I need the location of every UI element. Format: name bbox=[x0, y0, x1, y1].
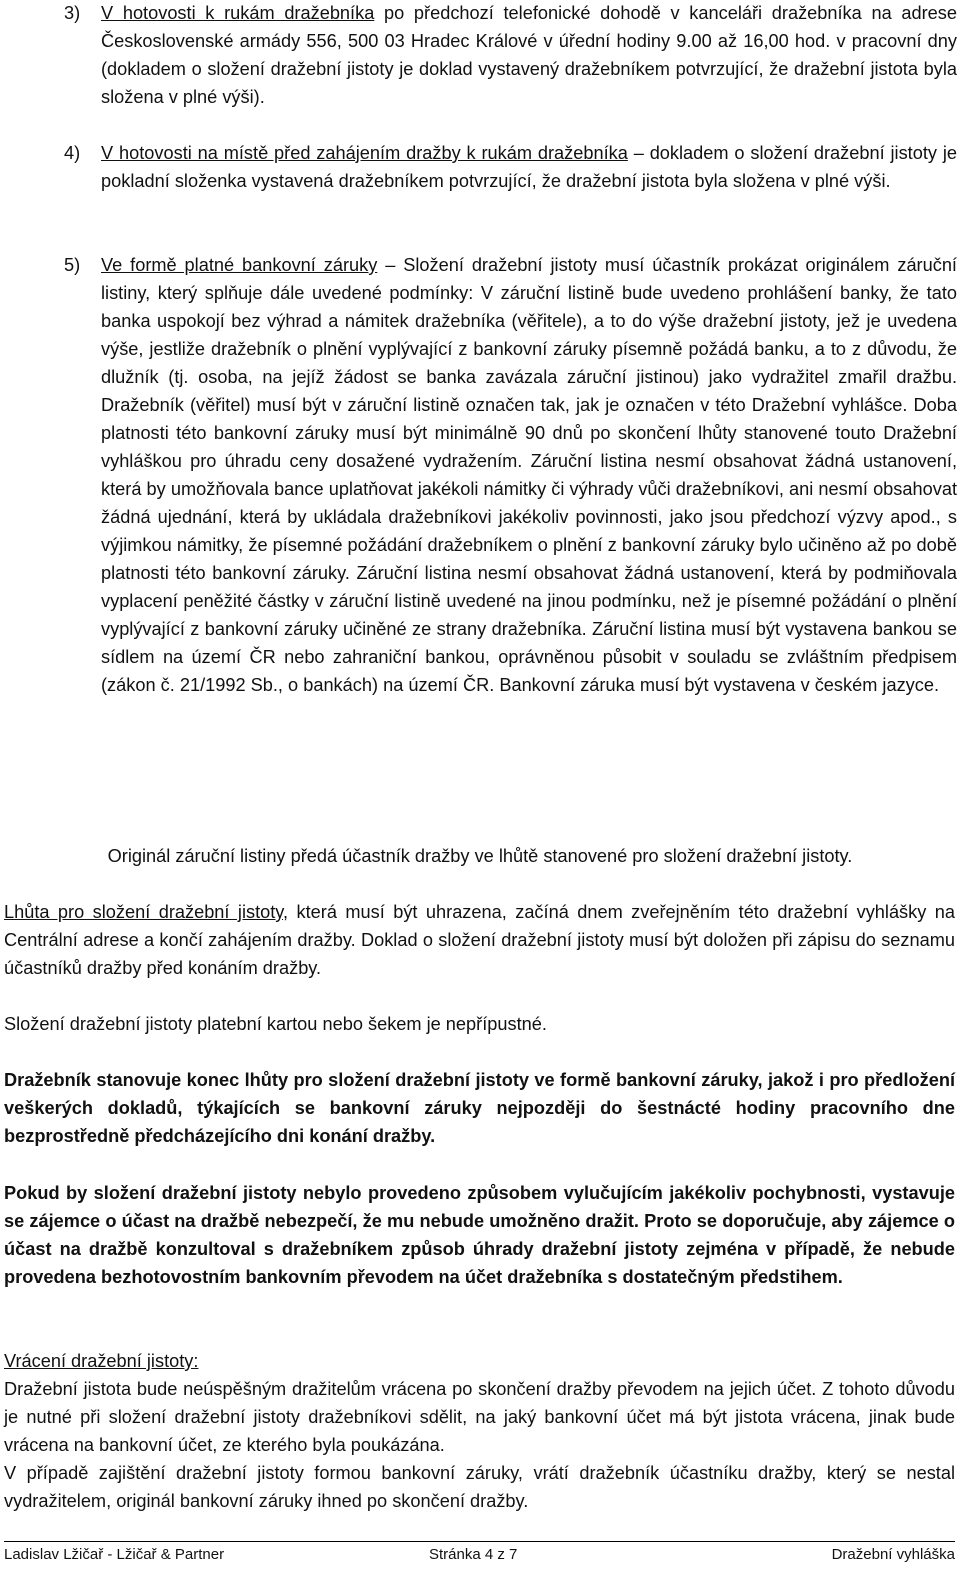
list-item bbox=[0, 139, 957, 195]
prohibited-paragraph: Složení dražební jistoty platební kartou nebo šekem je nepřípustné. bbox=[4, 1014, 547, 1034]
list-number: 5) bbox=[64, 255, 81, 275]
refund-section bbox=[4, 1347, 955, 1515]
refund-paragraph: V případě zajištění dražební jistoty formou bankovní záruky, vrátí dražebník účastníku dražby, který se nestal vydražitelem, originál bankovní záruky ihned po skončení dražby. bbox=[4, 1463, 955, 1511]
deadline-heading: Lhůta pro složení dražební jistoty bbox=[4, 902, 284, 922]
item-heading: V hotovosti na místě před zahájením dražby k rukám dražebníka bbox=[101, 143, 628, 163]
list-number: 4) bbox=[64, 143, 81, 163]
item-heading: V hotovosti k rukám dražebníka bbox=[101, 3, 375, 23]
footer-page-number: Stránka 4 z 7 bbox=[429, 1546, 518, 1563]
list-item-text bbox=[101, 0, 957, 111]
original-note: Originál záruční listiny předá účastník dražby ve lhůtě stanovené pro složení dražební jistoty. bbox=[107, 846, 853, 866]
list-item bbox=[0, 251, 957, 699]
bold-deadline-paragraph: Dražebník stanovuje konec lhůty pro složení dražební jistoty ve formě bankovní záruky, jakož i pro předložení veškerých dokladů, týkajících se bankovní záruky nejpozději do šestnácté hodiny pracovního dne bezprostředně předcházejícího dni konání dražby. bbox=[4, 1070, 955, 1146]
item-body: – dokladem o složení dražební jistoty je pokladní složenka vystavená dražebníkem potvrzující, že dražební jistota byla složena v plné výši. bbox=[101, 143, 957, 191]
list-item-text bbox=[101, 251, 957, 699]
deadline-paragraph bbox=[4, 898, 955, 982]
refund-paragraph: Dražební jistota bude neúspěšným dražitelům vrácena po skončení dražby převodem na jejich účet. Z tohoto důvodu je nutné při složení dražební jistoty dražebníkovi sdělit, na jaký bankovní účet má být jistota vrácena, jinak bude vrácena na bankovní účet, ze kterého byla poukázána. bbox=[4, 1379, 955, 1455]
bold-warning-paragraph: Pokud by složení dražební jistoty nebylo provedeno způsobem vylučujícím jakékoliv pochybnosti, vystavuje se zájemce o účast na dražbě nebezpečí, že mu nebude umožněno dražit. Proto se doporučuje, aby zájemce o účast na dražbě konzultoval s dražebníkem způsob úhrady dražební jistoty zejména v případě, že nebude provedena bezhotovostním bankovním převodem na účet dražebníka s dostatečným předstihem. bbox=[4, 1183, 955, 1287]
list-item bbox=[0, 0, 957, 111]
footer-author: Ladislav Lžičař - Lžičař & Partner bbox=[4, 1546, 225, 1563]
item-body: – Složení dražební jistoty musí účastník prokázat originálem záruční listiny, který splňuje dále uvedené podmínky: V záruční listině bude uvedeno prohlášení banky, že tato banka uspokojí bez výhrad a námitek dražebníka (věřitele), a to do výše dražební jistoty, jež je uvedena výše, jestliže dražebník o plnění vyplývající z bankovní záruky písemně požádá banku, a to z důvodu, že dlužník (tj. osoba, na jejíž žádost se banka zavázala záruční jistinou) jako vydražitel zmařil dražbu. Dražebník (věřitel) musí být v záruční listině označen tak, jak je označen v této Dražební vyhlášce. Doba platnosti této bankovní záruky musí být minimálně 90 dnů po skončení lhůty stanovené touto Dražební vyhláškou pro úhradu ceny dosažené vydražením. Záruční listina nesmí obsahovat žádná ustanovení, která by umožňovala bance uplatňovat jakékoli námitky či výhrady vůči dražebníkovi, ani nesmí obsahovat žádná ujednání, která by ukládala dražebníkovi jakékoliv povinnosti, jako jsou předchozí výzvy apod., s výjimkou námitky, že písemné požádání dražebníkem o plnění z bankovní záruky bylo učiněno až po době platnosti této bankovní záruky. Záruční listina nesmí obsahovat žádná ustanovení, která by podmiňovala vyplacení peněžité částky v záruční listině uvedené na jinou podmínku, než je písemné požádání o plnění vyplývající z bankovní záruky učiněné ze strany dražebníka. Záruční listina musí být vystavena bankou se sídlem na území ČR nebo zahraniční bankou, oprávněnou působit v souladu se zvláštním předpisem (zákon č. 21/1992 Sb., o bankách) na území ČR. Bankovní záruka musí být vystavena v českém jazyce. bbox=[101, 255, 957, 695]
footer-divider bbox=[4, 1541, 955, 1542]
deadline-text: , která musí být uhrazena, začíná dnem zveřejněním této dražební vyhlášky na Centrální adrese a končí zahájením dražby. Doklad o složení dražební jistoty musí být doložen při zápisu do seznamu účastníků dražby před konáním dražby. bbox=[4, 902, 955, 978]
list-item-text bbox=[101, 139, 957, 195]
item-heading: Ve formě platné bankovní záruky bbox=[101, 255, 378, 275]
item-body: po předchozí telefonické dohodě v kanceláři dražebníka na adrese Československé armády 556, 500 03 Hradec Králové v úřední hodiny 9.00 až 16,00 hod. v pracovní dny (dokladem o složení dražební jistoty je doklad vystavený dražebníkem potvrzující, že dražební jistota byla složena v plné výši). bbox=[101, 3, 957, 107]
refund-heading: Vrácení dražební jistoty: bbox=[4, 1351, 199, 1371]
footer-document-title: Dražební vyhláška bbox=[831, 1546, 955, 1563]
list-number: 3) bbox=[64, 3, 81, 23]
